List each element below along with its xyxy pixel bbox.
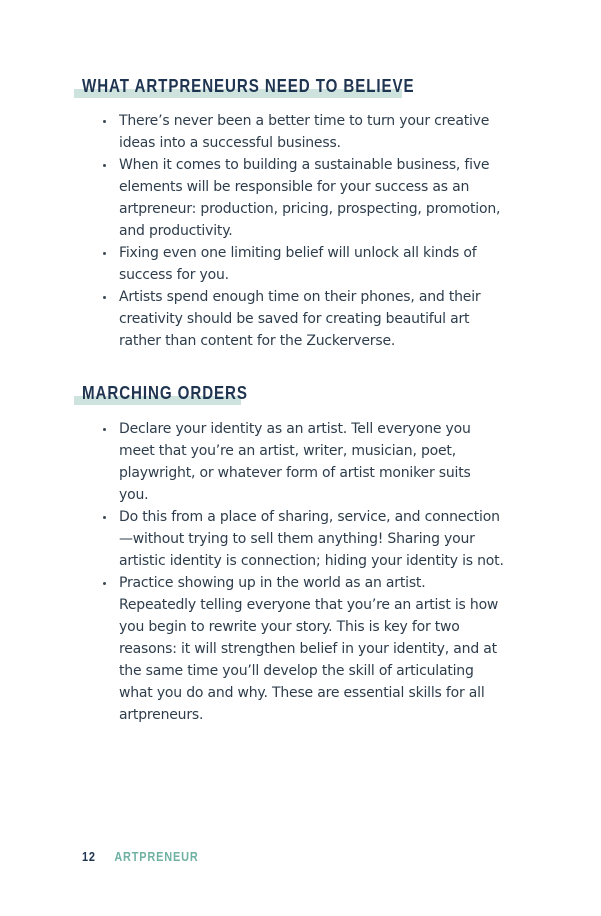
marching-orders-list <box>119 418 504 726</box>
book-title: ARTPRENEUR <box>114 848 199 864</box>
list-item: Do this from a place of sharing, service, and connection—without trying to sell them anything! Sharing your artistic identity is connection; hiding your identity is not. <box>119 506 504 572</box>
list-item: Artists spend enough time on their phones, and their creativity should be saved for creating beautiful art rather than content for the Zuckerverse. <box>119 286 504 352</box>
list-item: There’s never been a better time to turn your creative ideas into a successful business. <box>119 110 504 154</box>
list-item: When it comes to building a sustainable business, five elements will be responsible for your success as an artpreneur: production, pricing, prospecting, promotion, and productivity. <box>119 154 504 242</box>
list-item: Practice showing up in the world as an artist. Repeatedly telling everyone that you’re an artist is how you begin to rewrite your story. This is key for two reasons: it will strengthen belief in your identity, and at the same time you’ll develop the skill of articulating what you do and why. These are essential skills for all artpreneurs. <box>119 572 504 726</box>
section-heading-beliefs: WHAT ARTPRENEURS NEED TO BELIEVE <box>82 76 415 96</box>
page-number: 12 <box>82 848 96 864</box>
beliefs-list <box>119 110 504 352</box>
section-heading-marching-orders: MARCHING ORDERS <box>82 383 248 403</box>
list-item: Fixing even one limiting belief will unlock all kinds of success for you. <box>119 242 504 286</box>
page-footer <box>82 848 199 864</box>
list-item: Declare your identity as an artist. Tell everyone you meet that you’re an artist, writer, musician, poet, playwright, or whatever form of artist moniker suits you. <box>119 418 504 506</box>
